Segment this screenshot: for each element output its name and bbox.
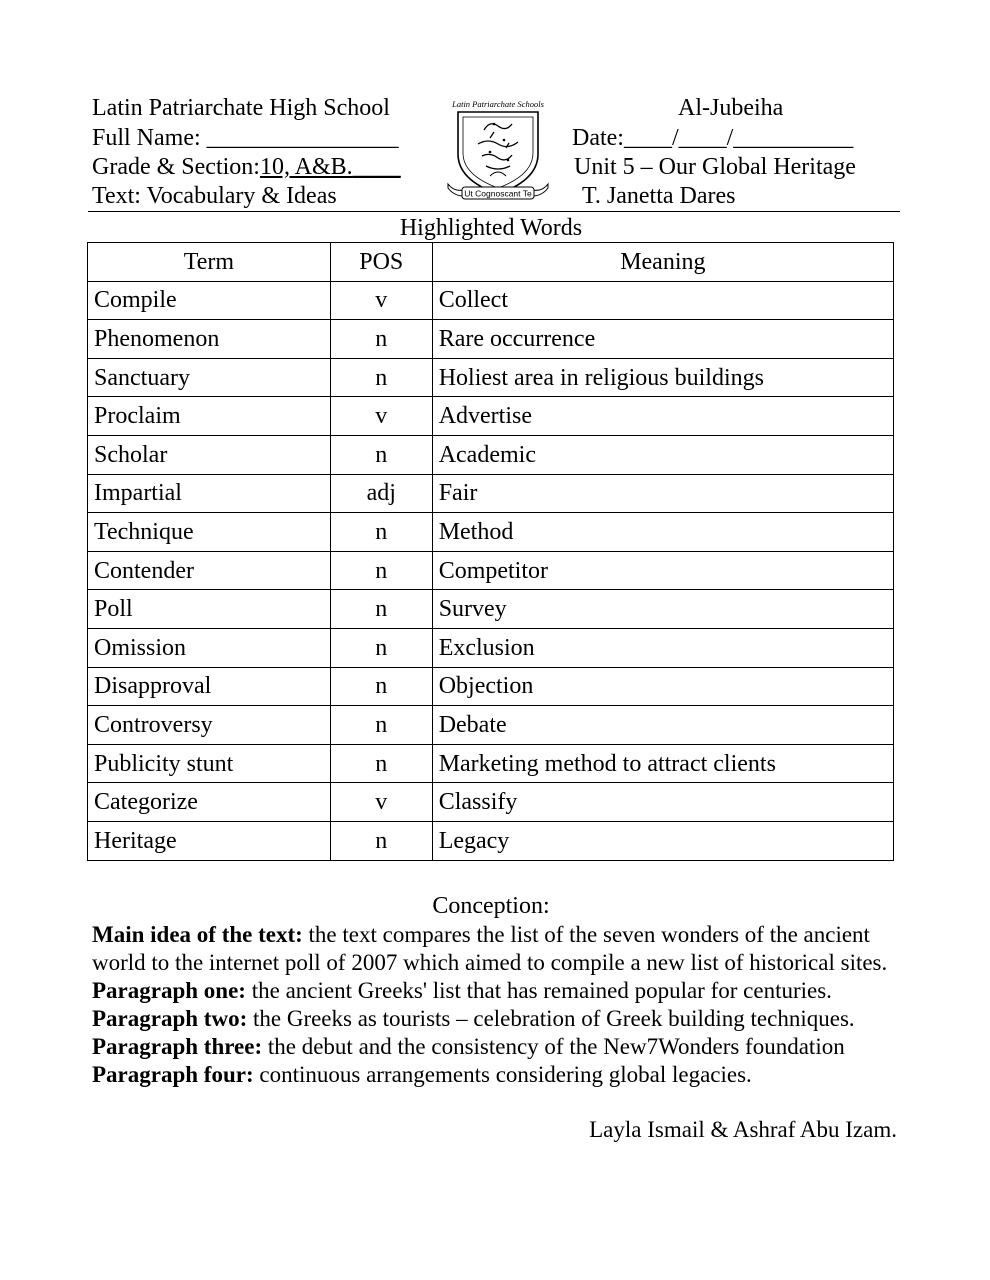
table-row bbox=[88, 397, 894, 436]
pos-cell: v bbox=[330, 397, 432, 436]
pos-cell: adj bbox=[330, 474, 432, 513]
column-header-term: Term bbox=[88, 243, 331, 282]
term-cell: Technique bbox=[88, 513, 331, 552]
paragraph-one-label: Paragraph one: bbox=[92, 978, 246, 1003]
paragraph-one-text: the ancient Greeks' list that has remained popular for centuries. bbox=[245, 978, 832, 1003]
table-row bbox=[88, 474, 894, 513]
date-field: Date:____/____/__________ bbox=[572, 125, 854, 151]
meaning-cell: Classify bbox=[432, 783, 893, 822]
location: Al-Jubeiha bbox=[678, 95, 784, 121]
paragraph-two bbox=[92, 1005, 902, 1033]
meaning-cell: Holiest area in religious buildings bbox=[432, 358, 893, 397]
main-idea-text: the text compares the list of the seven wonders of the ancient world to the internet poll of 2007 which aimed to compile a new list of historical sites. bbox=[92, 922, 888, 975]
pos-cell: v bbox=[330, 783, 432, 822]
meaning-cell: Fair bbox=[432, 474, 893, 513]
text-title: Text: Vocabulary & Ideas bbox=[92, 183, 337, 209]
pos-cell: n bbox=[330, 821, 432, 860]
vocabulary-table bbox=[87, 242, 894, 861]
table-row bbox=[88, 667, 894, 706]
term-cell: Disapproval bbox=[88, 667, 331, 706]
paragraph-three-label: Paragraph three: bbox=[92, 1034, 263, 1059]
pos-cell: v bbox=[330, 281, 432, 320]
table-row bbox=[88, 744, 894, 783]
meaning-cell: Method bbox=[432, 513, 893, 552]
conception-title: Conception: bbox=[432, 893, 550, 919]
authors: Layla Ismail & Ashraf Abu Izam. bbox=[589, 1117, 897, 1142]
paragraph-three bbox=[92, 1033, 902, 1061]
table-caption: Highlighted Words bbox=[399, 215, 583, 241]
school-crest-logo bbox=[444, 96, 552, 204]
paragraph-four-label: Paragraph four: bbox=[92, 1062, 254, 1087]
pos-cell: n bbox=[330, 358, 432, 397]
grade-blank: ____ bbox=[352, 154, 401, 180]
column-header-pos: POS bbox=[330, 243, 432, 282]
meaning-cell: Competitor bbox=[432, 551, 893, 590]
column-header-meaning: Meaning bbox=[432, 243, 893, 282]
header-divider bbox=[88, 211, 900, 212]
main-idea bbox=[92, 921, 902, 977]
table-row bbox=[88, 358, 894, 397]
term-cell: Compile bbox=[88, 281, 331, 320]
pos-cell: n bbox=[330, 706, 432, 745]
grade-label: Grade & Section: bbox=[92, 154, 260, 180]
table-header-row bbox=[88, 243, 894, 282]
pos-cell: n bbox=[330, 435, 432, 474]
paragraph-four-text: continuous arrangements considering global legacies. bbox=[253, 1062, 752, 1087]
meaning-cell: Collect bbox=[432, 281, 893, 320]
table-row bbox=[88, 706, 894, 745]
unit-title: Unit 5 – Our Global Heritage bbox=[574, 154, 856, 180]
meaning-cell: Objection bbox=[432, 667, 893, 706]
term-cell: Publicity stunt bbox=[88, 744, 331, 783]
term-cell: Poll bbox=[88, 590, 331, 629]
meaning-cell: Survey bbox=[432, 590, 893, 629]
conception-section bbox=[92, 921, 902, 1089]
crest-motto: Ut Cognoscant Te bbox=[464, 188, 532, 199]
meaning-cell: Debate bbox=[432, 706, 893, 745]
crest-top-text: Latin Patriarchate Schools bbox=[452, 99, 544, 109]
table-row bbox=[88, 320, 894, 359]
pos-cell: n bbox=[330, 590, 432, 629]
meaning-cell: Exclusion bbox=[432, 628, 893, 667]
table-row bbox=[88, 435, 894, 474]
teacher-name: T. Janetta Dares bbox=[582, 183, 736, 209]
term-cell: Omission bbox=[88, 628, 331, 667]
pos-cell: n bbox=[330, 744, 432, 783]
term-cell: Contender bbox=[88, 551, 331, 590]
paragraph-four bbox=[92, 1061, 902, 1089]
table-row bbox=[88, 590, 894, 629]
main-idea-label: Main idea of the text: bbox=[92, 922, 303, 947]
pos-cell: n bbox=[330, 667, 432, 706]
pos-cell: n bbox=[330, 628, 432, 667]
meaning-cell: Marketing method to attract clients bbox=[432, 744, 893, 783]
term-cell: Phenomenon bbox=[88, 320, 331, 359]
pos-cell: n bbox=[330, 513, 432, 552]
term-cell: Heritage bbox=[88, 821, 331, 860]
pos-cell: n bbox=[330, 551, 432, 590]
term-cell: Scholar bbox=[88, 435, 331, 474]
meaning-cell: Advertise bbox=[432, 397, 893, 436]
term-cell: Impartial bbox=[88, 474, 331, 513]
table-row bbox=[88, 628, 894, 667]
full-name-field: Full Name: ________________ bbox=[92, 125, 399, 151]
meaning-cell: Legacy bbox=[432, 821, 893, 860]
pos-cell: n bbox=[330, 320, 432, 359]
term-cell: Controversy bbox=[88, 706, 331, 745]
meaning-cell: Rare occurrence bbox=[432, 320, 893, 359]
term-cell: Proclaim bbox=[88, 397, 331, 436]
table-row bbox=[88, 783, 894, 822]
paragraph-one bbox=[92, 977, 902, 1005]
table-row bbox=[88, 821, 894, 860]
grade-section bbox=[92, 152, 401, 182]
term-cell: Categorize bbox=[88, 783, 331, 822]
term-cell: Sanctuary bbox=[88, 358, 331, 397]
table-row bbox=[88, 281, 894, 320]
paragraph-two-label: Paragraph two: bbox=[92, 1006, 248, 1031]
table-row bbox=[88, 513, 894, 552]
school-name: Latin Patriarchate High School bbox=[92, 95, 390, 121]
grade-value: 10, A&B. bbox=[259, 154, 353, 180]
paragraph-two-text: the Greeks as tourists – celebration of Greek building techniques. bbox=[247, 1006, 855, 1031]
paragraph-three-text: the debut and the consistency of the New7Wonders foundation bbox=[262, 1034, 845, 1059]
meaning-cell: Academic bbox=[432, 435, 893, 474]
table-row bbox=[88, 551, 894, 590]
